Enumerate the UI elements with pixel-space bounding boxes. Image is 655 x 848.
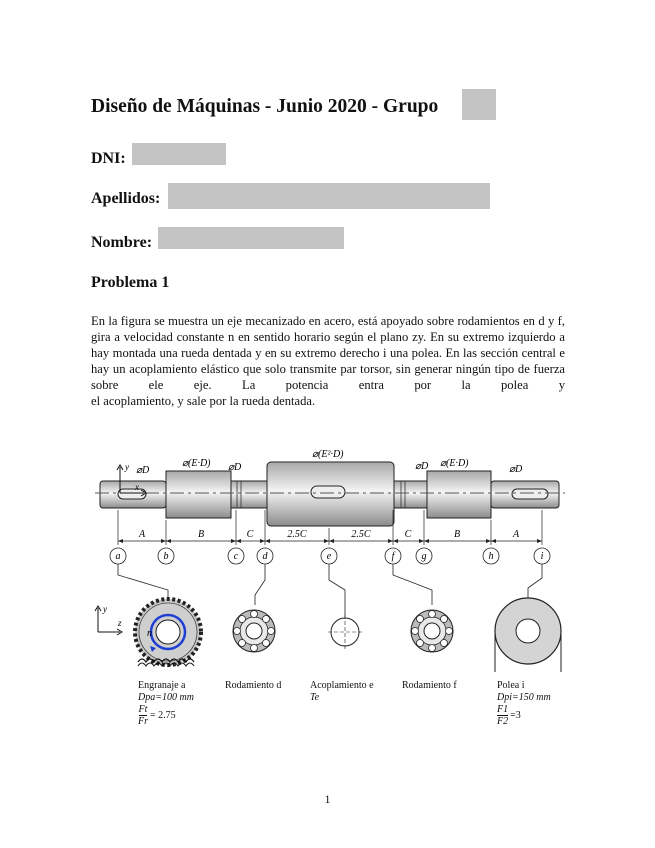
gear-caption-ratio [138,704,194,727]
bearing-d-section [233,610,275,652]
pulley-caption-ratio [497,704,551,727]
statement-line-3: extremo izquierdo a hay montada una rueda dentada y en su extremo derecho i una [91,330,565,360]
station-e: e [326,551,332,562]
diameter-label-6: ⌀(E·D) [440,458,469,469]
pulley-caption-title: Polea i [497,680,525,691]
station-c: c [233,551,239,562]
segment-label-3: C [246,529,254,540]
statement-line-4: polea. En las sección central e hay un acoplamiento elástico que solo transmite par [91,346,565,376]
gear-caption [138,680,194,727]
apellidos-label: Apellidos: [91,190,161,207]
pulley-ratio-den: F2 [497,716,509,727]
coupling-e-section [328,615,362,649]
gear-n-label: n [147,628,152,639]
page-number: 1 [324,792,331,806]
axis-x-label: x [135,482,139,492]
segment-label-7: B [453,529,461,540]
segment-label-1: A [138,529,146,540]
nombre-label: Nombre: [91,234,153,251]
coupling-caption-title: Acoplamiento e [310,680,374,691]
problem-heading: Problema 1 [91,274,170,291]
statement-line-1: En la figura se muestra un eje mecanizado en acero, está apoyado sobre rodamientos [91,314,520,328]
segment-label-4: 2.5C [287,529,307,540]
center-keyway [311,486,345,498]
diameter-label-2: ⌀(E·D) [182,458,211,469]
section-axis-z: z [118,618,122,628]
dni-label: DNI: [91,150,126,167]
segment-label-2: B [197,529,205,540]
station-d: d [262,551,268,562]
pulley-ratio-num: F1 [497,704,509,715]
document-title: Diseño de Máquinas - Junio 2020 - Grupo [91,96,439,117]
diameter-label-4: ⌀(E²·D) [312,449,344,460]
axis-y-label: y [125,462,129,472]
coupling-caption [310,680,374,704]
segment-label-8: A [512,529,520,540]
pulley-caption-dp: Dpi=150 mm [497,692,551,703]
segment-label-6: C [404,529,412,540]
coupling-caption-torque: Te [310,692,320,703]
gear-ratio-value: = 2.75 [150,709,176,721]
station-i: i [540,551,544,562]
statement-line-5: torsor, sin generar ningún tipo de fuerza sobre ele eje. La potencia entra por la polea y [91,362,565,392]
gear-ratio-den: Fr [138,716,148,727]
bearing-f-section [411,610,453,652]
diameter-label-3: ⌀D [228,462,242,473]
pulley-i-section [495,598,561,672]
bearing-f-caption: Rodamiento f [402,680,457,691]
station-b: b [163,551,169,562]
diameter-label-7: ⌀D [509,464,523,475]
right-keyway [512,489,548,499]
station-g: g [421,551,427,562]
gear-a-section [135,599,201,666]
diameter-label-5: ⌀D [415,461,429,472]
statement-line-2: en d y f, gira a velocidad constante n en sentido horario según el plano zy. En su [91,314,565,344]
station-a: a [115,551,121,562]
station-f: f [391,551,395,562]
gear-caption-title: Engranaje a [138,680,186,691]
station-h: h [488,551,494,562]
bearing-d-caption: Rodamiento d [225,680,282,691]
segment-label-5: 2.5C [351,529,371,540]
gear-caption-dp: Dpa=100 mm [138,692,194,703]
gear-ratio-num: Ft [138,704,148,715]
pulley-caption [497,680,551,727]
pulley-ratio-value: =3 [510,709,521,721]
diameter-label-1: ⌀D [136,465,150,476]
statement-line-6: el acoplamiento, y sale por la rueda dentada. [91,394,316,408]
section-axis-y: y [103,604,107,614]
